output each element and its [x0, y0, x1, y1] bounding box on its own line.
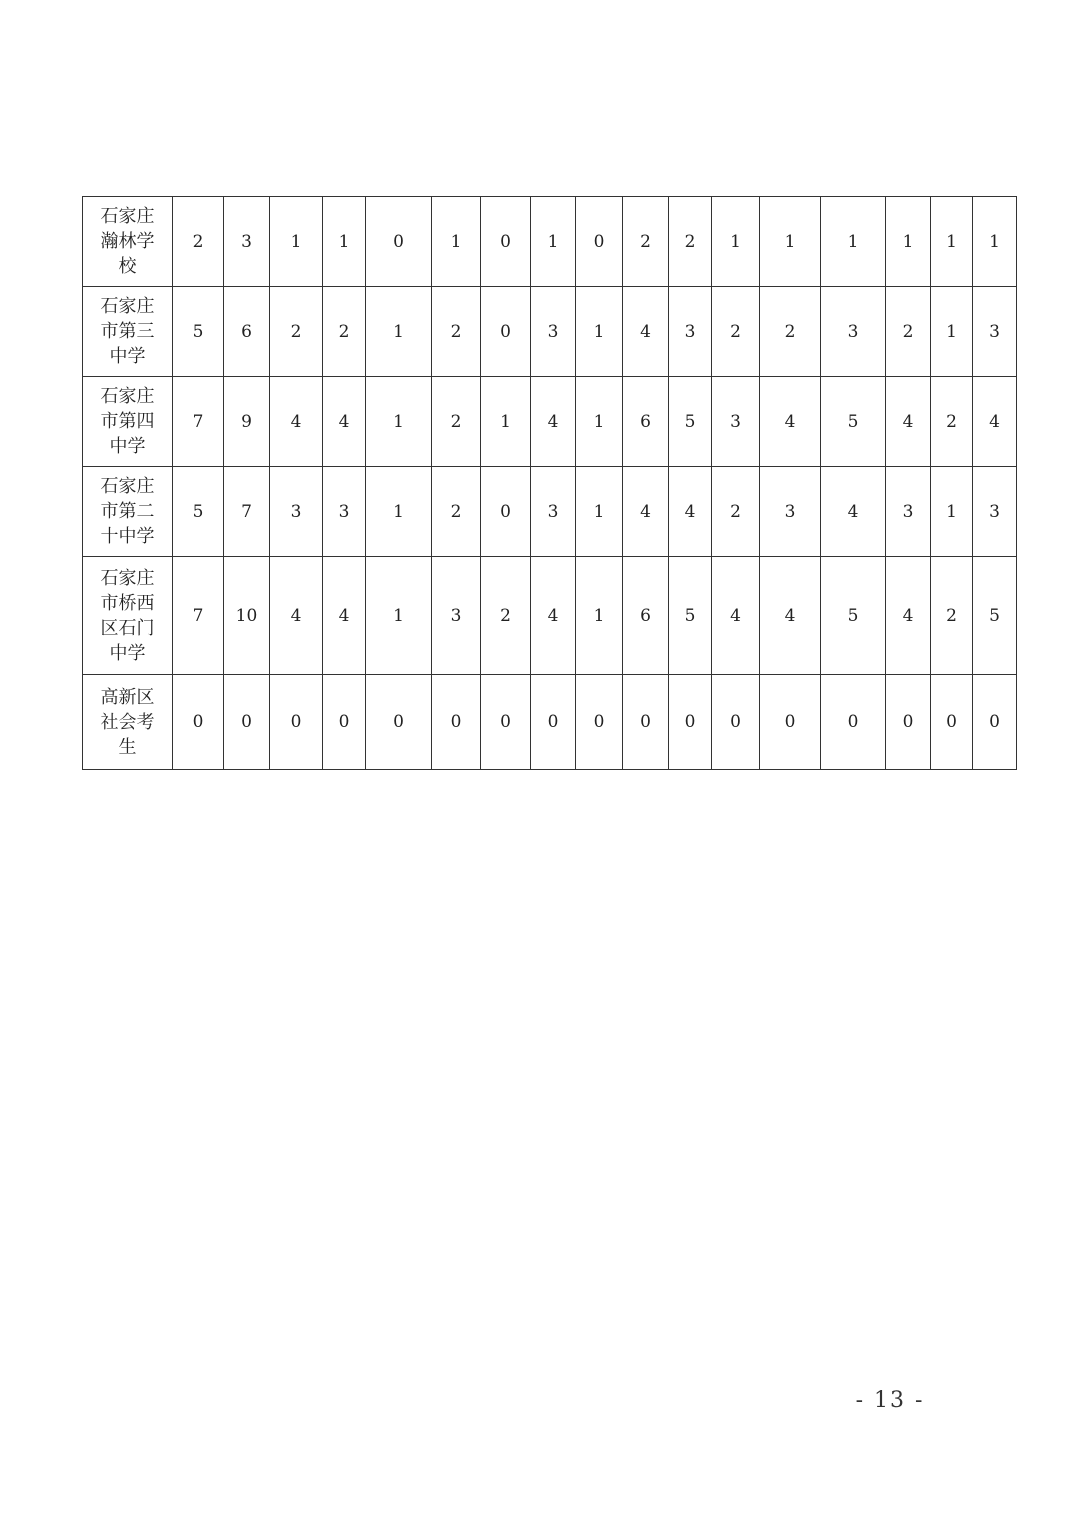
value-cell: 0 — [481, 287, 531, 377]
value-cell: 0 — [531, 675, 576, 770]
value-cell: 6 — [224, 287, 270, 377]
value-cell: 4 — [531, 557, 576, 675]
value-cell: 7 — [173, 377, 224, 467]
value-cell: 0 — [576, 675, 623, 770]
value-cell: 2 — [270, 287, 323, 377]
value-cell: 1 — [531, 197, 576, 287]
value-cell: 2 — [669, 197, 712, 287]
value-cell: 4 — [760, 377, 821, 467]
value-cell: 1 — [712, 197, 760, 287]
value-cell: 3 — [531, 287, 576, 377]
value-cell: 0 — [623, 675, 669, 770]
value-cell: 1 — [886, 197, 931, 287]
value-cell: 1 — [931, 287, 973, 377]
value-cell: 3 — [886, 467, 931, 557]
value-cell: 4 — [531, 377, 576, 467]
value-cell: 2 — [760, 287, 821, 377]
value-cell: 1 — [931, 197, 973, 287]
value-cell: 0 — [931, 675, 973, 770]
value-cell: 0 — [886, 675, 931, 770]
value-cell: 0 — [760, 675, 821, 770]
value-cell: 1 — [270, 197, 323, 287]
value-cell: 1 — [366, 467, 432, 557]
value-cell: 7 — [224, 467, 270, 557]
value-cell: 2 — [712, 287, 760, 377]
enrollment-quota-table — [82, 196, 1017, 770]
value-cell: 3 — [224, 197, 270, 287]
school-name-cell: 石家庄瀚林学校 — [83, 197, 173, 287]
value-cell: 0 — [224, 675, 270, 770]
school-name-cell: 石家庄市第四中学 — [83, 377, 173, 467]
value-cell: 5 — [173, 467, 224, 557]
value-cell: 0 — [270, 675, 323, 770]
table-row — [83, 557, 1017, 675]
value-cell: 6 — [623, 557, 669, 675]
value-cell: 0 — [173, 675, 224, 770]
school-name-cell: 高新区社会考生 — [83, 675, 173, 770]
value-cell: 1 — [481, 377, 531, 467]
value-cell: 3 — [821, 287, 886, 377]
value-cell: 0 — [432, 675, 481, 770]
table-row — [83, 675, 1017, 770]
value-cell: 4 — [821, 467, 886, 557]
value-cell: 3 — [669, 287, 712, 377]
table-row — [83, 467, 1017, 557]
value-cell: 2 — [481, 557, 531, 675]
value-cell: 4 — [712, 557, 760, 675]
value-cell: 0 — [481, 675, 531, 770]
value-cell: 3 — [531, 467, 576, 557]
value-cell: 1 — [576, 467, 623, 557]
page-number: - 13 - — [855, 1388, 925, 1413]
value-cell: 0 — [712, 675, 760, 770]
value-cell: 3 — [432, 557, 481, 675]
table-row — [83, 377, 1017, 467]
value-cell: 3 — [323, 467, 366, 557]
value-cell: 5 — [669, 557, 712, 675]
value-cell: 0 — [366, 675, 432, 770]
value-cell: 2 — [623, 197, 669, 287]
value-cell: 3 — [973, 287, 1017, 377]
value-cell: 3 — [973, 467, 1017, 557]
value-cell: 1 — [323, 197, 366, 287]
value-cell: 6 — [623, 377, 669, 467]
value-cell: 1 — [576, 377, 623, 467]
value-cell: 2 — [712, 467, 760, 557]
value-cell: 4 — [623, 467, 669, 557]
value-cell: 1 — [366, 557, 432, 675]
value-cell: 4 — [623, 287, 669, 377]
value-cell: 1 — [576, 557, 623, 675]
value-cell: 4 — [973, 377, 1017, 467]
value-cell: 4 — [323, 557, 366, 675]
school-name-cell: 石家庄市第三中学 — [83, 287, 173, 377]
value-cell: 0 — [481, 467, 531, 557]
value-cell: 0 — [481, 197, 531, 287]
value-cell: 4 — [270, 377, 323, 467]
school-name-cell: 石家庄市第二十中学 — [83, 467, 173, 557]
value-cell: 5 — [973, 557, 1017, 675]
value-cell: 1 — [931, 467, 973, 557]
value-cell: 1 — [576, 287, 623, 377]
value-cell: 2 — [173, 197, 224, 287]
value-cell: 2 — [931, 377, 973, 467]
value-cell: 0 — [366, 197, 432, 287]
value-cell: 4 — [886, 377, 931, 467]
value-cell: 1 — [821, 197, 886, 287]
value-cell: 7 — [173, 557, 224, 675]
value-cell: 5 — [669, 377, 712, 467]
table-row — [83, 287, 1017, 377]
value-cell: 5 — [173, 287, 224, 377]
value-cell: 3 — [760, 467, 821, 557]
value-cell: 2 — [432, 467, 481, 557]
value-cell: 1 — [973, 197, 1017, 287]
value-cell: 2 — [432, 287, 481, 377]
value-cell: 4 — [760, 557, 821, 675]
value-cell: 2 — [886, 287, 931, 377]
value-cell: 10 — [224, 557, 270, 675]
value-cell: 5 — [821, 557, 886, 675]
value-cell: 2 — [323, 287, 366, 377]
value-cell: 0 — [821, 675, 886, 770]
value-cell: 1 — [432, 197, 481, 287]
value-cell: 4 — [669, 467, 712, 557]
value-cell: 2 — [432, 377, 481, 467]
value-cell: 1 — [366, 287, 432, 377]
value-cell: 0 — [323, 675, 366, 770]
value-cell: 1 — [760, 197, 821, 287]
value-cell: 4 — [270, 557, 323, 675]
value-cell: 4 — [323, 377, 366, 467]
value-cell: 3 — [270, 467, 323, 557]
value-cell: 5 — [821, 377, 886, 467]
school-name-cell: 石家庄市桥西区石门中学 — [83, 557, 173, 675]
value-cell: 0 — [973, 675, 1017, 770]
value-cell: 0 — [669, 675, 712, 770]
value-cell: 2 — [931, 557, 973, 675]
value-cell: 9 — [224, 377, 270, 467]
value-cell: 4 — [886, 557, 931, 675]
value-cell: 3 — [712, 377, 760, 467]
table-row — [83, 197, 1017, 287]
value-cell: 0 — [576, 197, 623, 287]
value-cell: 1 — [366, 377, 432, 467]
